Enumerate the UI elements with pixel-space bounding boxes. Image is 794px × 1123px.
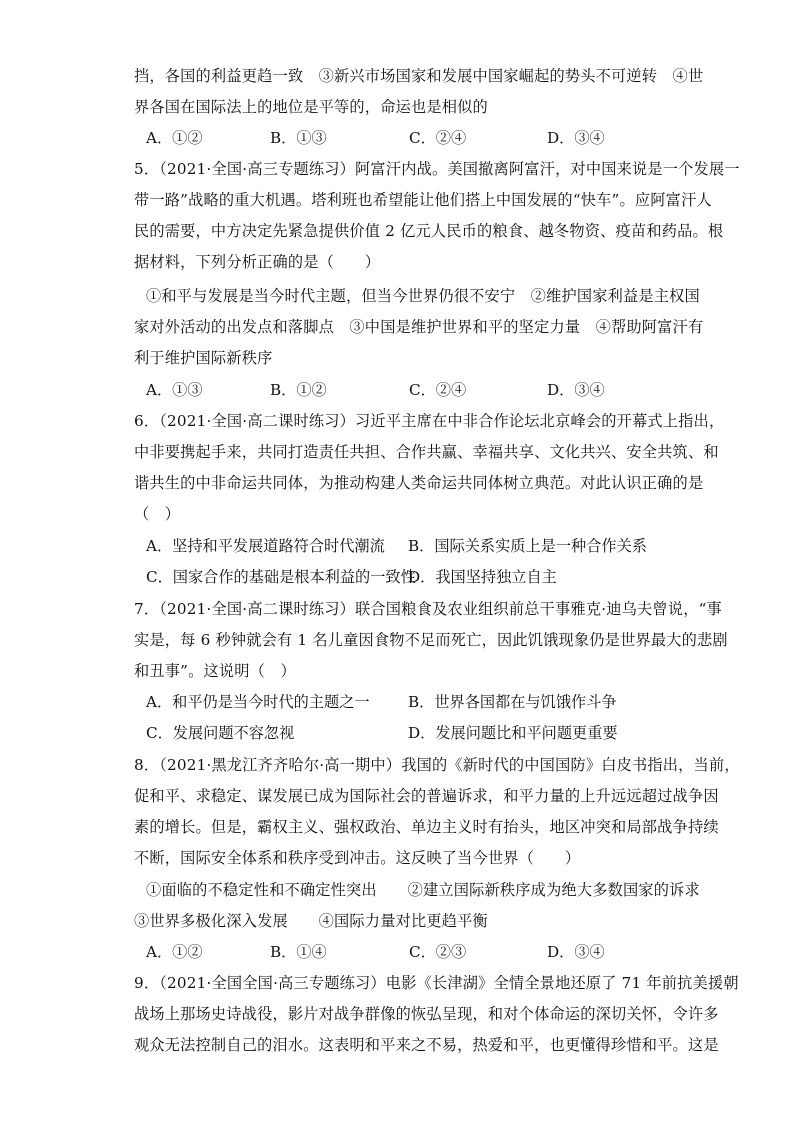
text-line: 据材料，下列分析正确的是（ ）: [134, 253, 381, 271]
option-c[interactable]: C．发展问题不容忽视: [146, 724, 295, 742]
question-8-stem: 8．（2021·黑龙江齐齐哈尔·高一期中）我国的《新时代的中国国防》白皮书指出，当前，: [134, 756, 740, 774]
option-a[interactable]: A．①②: [146, 943, 203, 961]
option-d[interactable]: D．③④: [547, 129, 605, 147]
text-line: 促和平、求稳定、谋发展已成为国际社会的普遍诉求，和平力量的上升远远超过战争因: [134, 787, 719, 805]
question-6-stem: 6．（2021·全国·高二课时练习）习近平主席在中非合作论坛北京峰会的开幕式上指出，: [134, 412, 725, 430]
option-c[interactable]: C．②④: [409, 129, 467, 147]
option-a[interactable]: A．和平仍是当今时代的主题之一: [146, 693, 370, 711]
question-5-stem: 5．（2021·全国·高三专题练习）阿富汗内战。美国撤离阿富汗，对中国来说是一个发展一: [134, 160, 740, 178]
option-c[interactable]: C．②④: [409, 381, 467, 399]
text-line: ①面临的不稳定性和不确定性突出 ②建立国际新秩序成为绝大多数国家的诉求: [146, 881, 700, 899]
text-line: 挡，各国的利益更趋一致 ③新兴市场国家和发展中国家崛起的势头不可逆转 ④世: [134, 67, 704, 85]
text-line: 不断，国际安全体系和秩序受到冲击。这反映了当今世界（ ）: [134, 849, 581, 867]
text-line: 带一路”战略的重大机遇。塔利班也希望能让他们搭上中国发展的“快车”。应阿富汗人: [134, 191, 712, 209]
text-line: （ ）: [134, 505, 181, 523]
option-c[interactable]: C．国家合作的基础是根本利益的一致性: [146, 568, 416, 586]
text-line: 实是，每 6 秒钟就会有 1 名儿童因食物不足而死亡，因此饥饿现象仍是世界最大的悲剧: [134, 631, 728, 649]
option-d[interactable]: D．我国坚持独立自主: [408, 568, 557, 586]
text-line: 素的增长。但是，霸权主义、强权政治、单边主义时有抬头，地区冲突和局部战争持续: [134, 818, 719, 836]
option-a[interactable]: A．①②: [146, 129, 203, 147]
text-line: 观众无法控制自己的泪水。这表明和平来之不易，热爱和平，也更懂得珍惜和平。这是: [134, 1036, 719, 1054]
text-line: 谐共生的中非命运共同体，为推动构建人类命运共同体树立典范。对此认识正确的是: [134, 474, 704, 492]
text-line: 利于维护国际新秩序: [134, 349, 273, 367]
option-d[interactable]: D．③④: [547, 943, 605, 961]
text-line: 中非要携起手来，共同打造责任共担、合作共赢、幸福共享、文化共兴、安全共筑、和: [134, 443, 719, 461]
question-7-stem: 7．（2021·全国·高二课时练习）联合国粮食及农业组织前总干事雅克·迪乌夫曾说，“事: [134, 600, 722, 618]
text-line: 民的需要，中方决定先紧急提供价值 2 亿元人民币的粮食、越冬物资、疫苗和药品。根: [134, 222, 724, 240]
option-b[interactable]: B．①③: [270, 129, 327, 147]
text-line: 界各国在国际法上的地位是平等的，命运也是相似的: [134, 98, 488, 116]
option-d[interactable]: D．③④: [547, 381, 605, 399]
option-b[interactable]: B．国际关系实质上是一种合作关系: [408, 537, 647, 555]
option-a[interactable]: A．①③: [146, 381, 203, 399]
option-d[interactable]: D．发展问题比和平问题更重要: [408, 724, 618, 742]
option-a[interactable]: A．坚持和平发展道路符合时代潮流: [146, 537, 385, 555]
option-b[interactable]: B．①②: [270, 381, 327, 399]
option-c[interactable]: C．②③: [409, 943, 467, 961]
option-b[interactable]: B．①④: [270, 943, 327, 961]
option-b[interactable]: B．世界各国都在与饥饿作斗争: [408, 693, 617, 711]
question-9-stem: 9．（2021·全国全国·高三专题练习）电影《长津湖》全情全景地还原了 71 年前抗美援朝: [134, 974, 739, 992]
text-line: ①和平与发展是当今时代主题，但当今世界仍很不安宁 ②维护国家利益是主权国: [146, 287, 700, 305]
text-line: ③世界多极化深入发展 ④国际力量对比更趋平衡: [134, 912, 488, 930]
text-line: 家对外活动的出发点和落脚点 ③中国是维护世界和平的坚定力量 ④帮助阿富汗有: [134, 318, 704, 336]
text-line: 战场上那场史诗战役，影片对战争群像的恢弘呈现，和对个体命运的深切关怀，令许多: [134, 1005, 719, 1023]
text-line: 和丑事”。这说明（ ）: [134, 662, 296, 680]
